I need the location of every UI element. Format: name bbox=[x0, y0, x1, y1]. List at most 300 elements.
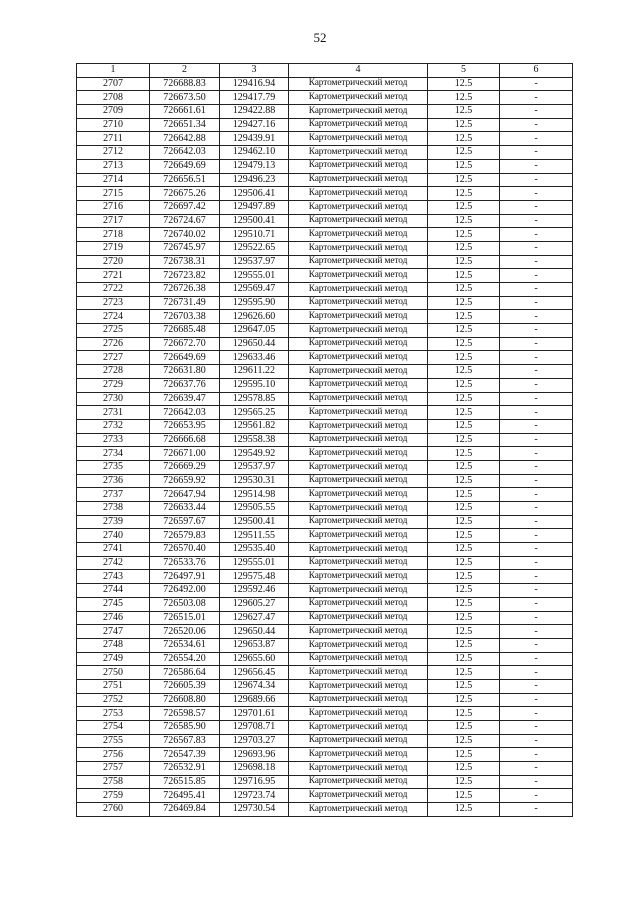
point-number-cell: 2715 bbox=[77, 187, 150, 201]
table-row bbox=[77, 775, 573, 789]
accuracy-cell: 12.5 bbox=[428, 570, 500, 584]
table-row bbox=[77, 337, 573, 351]
table-row bbox=[77, 556, 573, 570]
point-number-cell: 2724 bbox=[77, 310, 150, 324]
accuracy-cell: 12.5 bbox=[428, 762, 500, 776]
method-cell: Картометрический метод bbox=[289, 693, 428, 707]
note-cell: - bbox=[500, 214, 573, 228]
table-row bbox=[77, 652, 573, 666]
point-number-cell: 2745 bbox=[77, 597, 150, 611]
column-header-2: 2 bbox=[150, 64, 220, 78]
note-cell: - bbox=[500, 146, 573, 160]
x-coordinate-cell: 726656.51 bbox=[150, 173, 220, 187]
point-number-cell: 2720 bbox=[77, 255, 150, 269]
y-coordinate-cell: 129505.55 bbox=[220, 502, 289, 516]
method-cell: Картометрический метод bbox=[289, 310, 428, 324]
x-coordinate-cell: 726659.92 bbox=[150, 474, 220, 488]
method-cell: Картометрический метод bbox=[289, 721, 428, 735]
method-cell: Картометрический метод bbox=[289, 762, 428, 776]
point-number-cell: 2723 bbox=[77, 296, 150, 310]
note-cell: - bbox=[500, 337, 573, 351]
point-number-cell: 2726 bbox=[77, 337, 150, 351]
table-row bbox=[77, 173, 573, 187]
point-number-cell: 2729 bbox=[77, 378, 150, 392]
point-number-cell: 2712 bbox=[77, 146, 150, 160]
method-cell: Картометрический метод bbox=[289, 132, 428, 146]
accuracy-cell: 12.5 bbox=[428, 721, 500, 735]
y-coordinate-cell: 129535.40 bbox=[220, 543, 289, 557]
accuracy-cell: 12.5 bbox=[428, 556, 500, 570]
x-coordinate-cell: 726666.68 bbox=[150, 433, 220, 447]
note-cell: - bbox=[500, 228, 573, 242]
note-cell: - bbox=[500, 351, 573, 365]
point-number-cell: 2744 bbox=[77, 584, 150, 598]
y-coordinate-cell: 129511.55 bbox=[220, 529, 289, 543]
point-number-cell: 2721 bbox=[77, 269, 150, 283]
table-body bbox=[77, 77, 573, 816]
accuracy-cell: 12.5 bbox=[428, 296, 500, 310]
point-number-cell: 2751 bbox=[77, 679, 150, 693]
y-coordinate-cell: 129693.96 bbox=[220, 748, 289, 762]
y-coordinate-cell: 129561.82 bbox=[220, 419, 289, 433]
method-cell: Картометрический метод bbox=[289, 611, 428, 625]
table-row bbox=[77, 721, 573, 735]
y-coordinate-cell: 129653.87 bbox=[220, 638, 289, 652]
method-cell: Картометрический метод bbox=[289, 597, 428, 611]
point-number-cell: 2753 bbox=[77, 707, 150, 721]
note-cell: - bbox=[500, 392, 573, 406]
accuracy-cell: 12.5 bbox=[428, 132, 500, 146]
x-coordinate-cell: 726495.41 bbox=[150, 789, 220, 803]
table-row bbox=[77, 269, 573, 283]
table-row bbox=[77, 543, 573, 557]
table-row bbox=[77, 146, 573, 160]
x-coordinate-cell: 726661.61 bbox=[150, 105, 220, 119]
table-row bbox=[77, 734, 573, 748]
table-row bbox=[77, 159, 573, 173]
note-cell: - bbox=[500, 734, 573, 748]
header-row bbox=[77, 64, 573, 78]
y-coordinate-cell: 129497.89 bbox=[220, 200, 289, 214]
note-cell: - bbox=[500, 310, 573, 324]
x-coordinate-cell: 726532.91 bbox=[150, 762, 220, 776]
y-coordinate-cell: 129555.01 bbox=[220, 556, 289, 570]
x-coordinate-cell: 726515.01 bbox=[150, 611, 220, 625]
method-cell: Картометрический метод bbox=[289, 543, 428, 557]
point-number-cell: 2742 bbox=[77, 556, 150, 570]
y-coordinate-cell: 129703.27 bbox=[220, 734, 289, 748]
point-number-cell: 2731 bbox=[77, 406, 150, 420]
method-cell: Картометрический метод bbox=[289, 214, 428, 228]
note-cell: - bbox=[500, 597, 573, 611]
accuracy-cell: 12.5 bbox=[428, 378, 500, 392]
point-number-cell: 2736 bbox=[77, 474, 150, 488]
point-number-cell: 2749 bbox=[77, 652, 150, 666]
y-coordinate-cell: 129595.10 bbox=[220, 378, 289, 392]
y-coordinate-cell: 129439.91 bbox=[220, 132, 289, 146]
table-row bbox=[77, 488, 573, 502]
x-coordinate-cell: 726547.39 bbox=[150, 748, 220, 762]
point-number-cell: 2730 bbox=[77, 392, 150, 406]
x-coordinate-cell: 726639.47 bbox=[150, 392, 220, 406]
note-cell: - bbox=[500, 105, 573, 119]
x-coordinate-cell: 726586.64 bbox=[150, 666, 220, 680]
y-coordinate-cell: 129650.44 bbox=[220, 625, 289, 639]
method-cell: Картометрический метод bbox=[289, 803, 428, 817]
x-coordinate-cell: 726631.80 bbox=[150, 365, 220, 379]
y-coordinate-cell: 129655.60 bbox=[220, 652, 289, 666]
accuracy-cell: 12.5 bbox=[428, 187, 500, 201]
x-coordinate-cell: 726672.70 bbox=[150, 337, 220, 351]
accuracy-cell: 12.5 bbox=[428, 337, 500, 351]
accuracy-cell: 12.5 bbox=[428, 200, 500, 214]
method-cell: Картометрический метод bbox=[289, 406, 428, 420]
point-number-cell: 2714 bbox=[77, 173, 150, 187]
method-cell: Картометрический метод bbox=[289, 324, 428, 338]
accuracy-cell: 12.5 bbox=[428, 543, 500, 557]
accuracy-cell: 12.5 bbox=[428, 748, 500, 762]
y-coordinate-cell: 129716.95 bbox=[220, 775, 289, 789]
x-coordinate-cell: 726554.20 bbox=[150, 652, 220, 666]
note-cell: - bbox=[500, 584, 573, 598]
note-cell: - bbox=[500, 570, 573, 584]
method-cell: Картометрический метод bbox=[289, 734, 428, 748]
point-number-cell: 2757 bbox=[77, 762, 150, 776]
table-row bbox=[77, 118, 573, 132]
point-number-cell: 2727 bbox=[77, 351, 150, 365]
method-cell: Картометрический метод bbox=[289, 652, 428, 666]
method-cell: Картометрический метод bbox=[289, 269, 428, 283]
accuracy-cell: 12.5 bbox=[428, 584, 500, 598]
note-cell: - bbox=[500, 556, 573, 570]
note-cell: - bbox=[500, 748, 573, 762]
method-cell: Картометрический метод bbox=[289, 419, 428, 433]
y-coordinate-cell: 129530.31 bbox=[220, 474, 289, 488]
point-number-cell: 2719 bbox=[77, 241, 150, 255]
note-cell: - bbox=[500, 789, 573, 803]
method-cell: Картометрический метод bbox=[289, 118, 428, 132]
table-row bbox=[77, 693, 573, 707]
method-cell: Картометрический метод bbox=[289, 515, 428, 529]
point-number-cell: 2717 bbox=[77, 214, 150, 228]
x-coordinate-cell: 726688.83 bbox=[150, 77, 220, 91]
x-coordinate-cell: 726703.38 bbox=[150, 310, 220, 324]
method-cell: Картометрический метод bbox=[289, 447, 428, 461]
note-cell: - bbox=[500, 365, 573, 379]
x-coordinate-cell: 726724.67 bbox=[150, 214, 220, 228]
y-coordinate-cell: 129417.79 bbox=[220, 91, 289, 105]
accuracy-cell: 12.5 bbox=[428, 392, 500, 406]
y-coordinate-cell: 129500.41 bbox=[220, 515, 289, 529]
accuracy-cell: 12.5 bbox=[428, 652, 500, 666]
method-cell: Картометрический метод bbox=[289, 625, 428, 639]
note-cell: - bbox=[500, 255, 573, 269]
x-coordinate-cell: 726697.42 bbox=[150, 200, 220, 214]
y-coordinate-cell: 129723.74 bbox=[220, 789, 289, 803]
note-cell: - bbox=[500, 378, 573, 392]
note-cell: - bbox=[500, 803, 573, 817]
x-coordinate-cell: 726533.76 bbox=[150, 556, 220, 570]
accuracy-cell: 12.5 bbox=[428, 447, 500, 461]
y-coordinate-cell: 129626.60 bbox=[220, 310, 289, 324]
x-coordinate-cell: 726642.03 bbox=[150, 406, 220, 420]
table-row bbox=[77, 611, 573, 625]
accuracy-cell: 12.5 bbox=[428, 707, 500, 721]
y-coordinate-cell: 129708.71 bbox=[220, 721, 289, 735]
accuracy-cell: 12.5 bbox=[428, 679, 500, 693]
note-cell: - bbox=[500, 159, 573, 173]
method-cell: Картометрический метод bbox=[289, 283, 428, 297]
x-coordinate-cell: 726503.08 bbox=[150, 597, 220, 611]
x-coordinate-cell: 726585.90 bbox=[150, 721, 220, 735]
note-cell: - bbox=[500, 693, 573, 707]
note-cell: - bbox=[500, 173, 573, 187]
method-cell: Картометрический метод bbox=[289, 775, 428, 789]
method-cell: Картометрический метод bbox=[289, 296, 428, 310]
accuracy-cell: 12.5 bbox=[428, 611, 500, 625]
x-coordinate-cell: 726723.82 bbox=[150, 269, 220, 283]
accuracy-cell: 12.5 bbox=[428, 775, 500, 789]
method-cell: Картометрический метод bbox=[289, 105, 428, 119]
x-coordinate-cell: 726671.00 bbox=[150, 447, 220, 461]
note-cell: - bbox=[500, 241, 573, 255]
table-row bbox=[77, 529, 573, 543]
accuracy-cell: 12.5 bbox=[428, 625, 500, 639]
table-row bbox=[77, 351, 573, 365]
accuracy-cell: 12.5 bbox=[428, 789, 500, 803]
column-header-6: 6 bbox=[500, 64, 573, 78]
accuracy-cell: 12.5 bbox=[428, 365, 500, 379]
accuracy-cell: 12.5 bbox=[428, 77, 500, 91]
method-cell: Картометрический метод bbox=[289, 789, 428, 803]
table-row bbox=[77, 296, 573, 310]
x-coordinate-cell: 726675.26 bbox=[150, 187, 220, 201]
note-cell: - bbox=[500, 638, 573, 652]
x-coordinate-cell: 726649.69 bbox=[150, 351, 220, 365]
method-cell: Картометрический метод bbox=[289, 679, 428, 693]
table-row bbox=[77, 460, 573, 474]
accuracy-cell: 12.5 bbox=[428, 529, 500, 543]
accuracy-cell: 12.5 bbox=[428, 255, 500, 269]
method-cell: Картометрический метод bbox=[289, 365, 428, 379]
point-number-cell: 2747 bbox=[77, 625, 150, 639]
method-cell: Картометрический метод bbox=[289, 255, 428, 269]
y-coordinate-cell: 129416.94 bbox=[220, 77, 289, 91]
table-row bbox=[77, 666, 573, 680]
method-cell: Картометрический метод bbox=[289, 748, 428, 762]
note-cell: - bbox=[500, 529, 573, 543]
method-cell: Картометрический метод bbox=[289, 200, 428, 214]
table-row bbox=[77, 625, 573, 639]
y-coordinate-cell: 129698.18 bbox=[220, 762, 289, 776]
coordinates-table bbox=[76, 63, 573, 817]
method-cell: Картометрический метод bbox=[289, 77, 428, 91]
note-cell: - bbox=[500, 721, 573, 735]
column-header-5: 5 bbox=[428, 64, 500, 78]
method-cell: Картометрический метод bbox=[289, 187, 428, 201]
table-row bbox=[77, 283, 573, 297]
y-coordinate-cell: 129578.85 bbox=[220, 392, 289, 406]
point-number-cell: 2737 bbox=[77, 488, 150, 502]
y-coordinate-cell: 129506.41 bbox=[220, 187, 289, 201]
x-coordinate-cell: 726598.57 bbox=[150, 707, 220, 721]
table-row bbox=[77, 748, 573, 762]
column-header-1: 1 bbox=[77, 64, 150, 78]
note-cell: - bbox=[500, 200, 573, 214]
x-coordinate-cell: 726567.83 bbox=[150, 734, 220, 748]
y-coordinate-cell: 129500.41 bbox=[220, 214, 289, 228]
accuracy-cell: 12.5 bbox=[428, 597, 500, 611]
point-number-cell: 2708 bbox=[77, 91, 150, 105]
table-row bbox=[77, 707, 573, 721]
accuracy-cell: 12.5 bbox=[428, 488, 500, 502]
column-header-3: 3 bbox=[220, 64, 289, 78]
table-row bbox=[77, 447, 573, 461]
y-coordinate-cell: 129689.66 bbox=[220, 693, 289, 707]
note-cell: - bbox=[500, 666, 573, 680]
x-coordinate-cell: 726738.31 bbox=[150, 255, 220, 269]
method-cell: Картометрический метод bbox=[289, 707, 428, 721]
accuracy-cell: 12.5 bbox=[428, 460, 500, 474]
table-header bbox=[77, 64, 573, 78]
accuracy-cell: 12.5 bbox=[428, 351, 500, 365]
note-cell: - bbox=[500, 625, 573, 639]
table-row bbox=[77, 515, 573, 529]
y-coordinate-cell: 129514.98 bbox=[220, 488, 289, 502]
point-number-cell: 2710 bbox=[77, 118, 150, 132]
method-cell: Картометрический метод bbox=[289, 146, 428, 160]
accuracy-cell: 12.5 bbox=[428, 269, 500, 283]
note-cell: - bbox=[500, 679, 573, 693]
accuracy-cell: 12.5 bbox=[428, 118, 500, 132]
accuracy-cell: 12.5 bbox=[428, 734, 500, 748]
method-cell: Картометрический метод bbox=[289, 529, 428, 543]
method-cell: Картометрический метод bbox=[289, 91, 428, 105]
table-row bbox=[77, 132, 573, 146]
x-coordinate-cell: 726570.40 bbox=[150, 543, 220, 557]
method-cell: Картометрический метод bbox=[289, 502, 428, 516]
point-number-cell: 2735 bbox=[77, 460, 150, 474]
y-coordinate-cell: 129537.97 bbox=[220, 460, 289, 474]
table-row bbox=[77, 638, 573, 652]
y-coordinate-cell: 129575.48 bbox=[220, 570, 289, 584]
point-number-cell: 2739 bbox=[77, 515, 150, 529]
y-coordinate-cell: 129555.01 bbox=[220, 269, 289, 283]
accuracy-cell: 12.5 bbox=[428, 214, 500, 228]
note-cell: - bbox=[500, 474, 573, 488]
note-cell: - bbox=[500, 611, 573, 625]
x-coordinate-cell: 726726.38 bbox=[150, 283, 220, 297]
note-cell: - bbox=[500, 118, 573, 132]
y-coordinate-cell: 129462.10 bbox=[220, 146, 289, 160]
y-coordinate-cell: 129647.05 bbox=[220, 324, 289, 338]
point-number-cell: 2734 bbox=[77, 447, 150, 461]
y-coordinate-cell: 129701.61 bbox=[220, 707, 289, 721]
table-row bbox=[77, 365, 573, 379]
x-coordinate-cell: 726740.02 bbox=[150, 228, 220, 242]
note-cell: - bbox=[500, 447, 573, 461]
page-number: 52 bbox=[313, 30, 327, 45]
x-coordinate-cell: 726745.97 bbox=[150, 241, 220, 255]
point-number-cell: 2725 bbox=[77, 324, 150, 338]
table-row bbox=[77, 789, 573, 803]
point-number-cell: 2716 bbox=[77, 200, 150, 214]
accuracy-cell: 12.5 bbox=[428, 324, 500, 338]
note-cell: - bbox=[500, 419, 573, 433]
method-cell: Картометрический метод bbox=[289, 666, 428, 680]
table-row bbox=[77, 378, 573, 392]
accuracy-cell: 12.5 bbox=[428, 228, 500, 242]
x-coordinate-cell: 726653.95 bbox=[150, 419, 220, 433]
point-number-cell: 2750 bbox=[77, 666, 150, 680]
note-cell: - bbox=[500, 762, 573, 776]
note-cell: - bbox=[500, 187, 573, 201]
y-coordinate-cell: 129549.92 bbox=[220, 447, 289, 461]
point-number-cell: 2748 bbox=[77, 638, 150, 652]
method-cell: Картометрический метод bbox=[289, 570, 428, 584]
x-coordinate-cell: 726608.80 bbox=[150, 693, 220, 707]
x-coordinate-cell: 726651.34 bbox=[150, 118, 220, 132]
note-cell: - bbox=[500, 324, 573, 338]
y-coordinate-cell: 129479.13 bbox=[220, 159, 289, 173]
note-cell: - bbox=[500, 652, 573, 666]
accuracy-cell: 12.5 bbox=[428, 638, 500, 652]
note-cell: - bbox=[500, 433, 573, 447]
x-coordinate-cell: 726633.44 bbox=[150, 502, 220, 516]
table-row bbox=[77, 406, 573, 420]
table-row bbox=[77, 255, 573, 269]
note-cell: - bbox=[500, 296, 573, 310]
note-cell: - bbox=[500, 132, 573, 146]
point-number-cell: 2746 bbox=[77, 611, 150, 625]
method-cell: Картометрический метод bbox=[289, 584, 428, 598]
method-cell: Картометрический метод bbox=[289, 638, 428, 652]
accuracy-cell: 12.5 bbox=[428, 666, 500, 680]
accuracy-cell: 12.5 bbox=[428, 502, 500, 516]
method-cell: Картометрический метод bbox=[289, 556, 428, 570]
table-row bbox=[77, 762, 573, 776]
y-coordinate-cell: 129510.71 bbox=[220, 228, 289, 242]
point-number-cell: 2722 bbox=[77, 283, 150, 297]
table-row bbox=[77, 419, 573, 433]
accuracy-cell: 12.5 bbox=[428, 310, 500, 324]
note-cell: - bbox=[500, 707, 573, 721]
method-cell: Картометрический метод bbox=[289, 433, 428, 447]
method-cell: Картометрический метод bbox=[289, 159, 428, 173]
accuracy-cell: 12.5 bbox=[428, 419, 500, 433]
table-row bbox=[77, 200, 573, 214]
accuracy-cell: 12.5 bbox=[428, 515, 500, 529]
accuracy-cell: 12.5 bbox=[428, 803, 500, 817]
note-cell: - bbox=[500, 515, 573, 529]
table-row bbox=[77, 105, 573, 119]
point-number-cell: 2707 bbox=[77, 77, 150, 91]
note-cell: - bbox=[500, 269, 573, 283]
y-coordinate-cell: 129611.22 bbox=[220, 365, 289, 379]
table-row bbox=[77, 241, 573, 255]
point-number-cell: 2754 bbox=[77, 721, 150, 735]
point-number-cell: 2738 bbox=[77, 502, 150, 516]
point-number-cell: 2741 bbox=[77, 543, 150, 557]
table-row bbox=[77, 474, 573, 488]
table-row bbox=[77, 310, 573, 324]
y-coordinate-cell: 129569.47 bbox=[220, 283, 289, 297]
note-cell: - bbox=[500, 543, 573, 557]
note-cell: - bbox=[500, 775, 573, 789]
accuracy-cell: 12.5 bbox=[428, 433, 500, 447]
x-coordinate-cell: 726642.03 bbox=[150, 146, 220, 160]
method-cell: Картометрический метод bbox=[289, 378, 428, 392]
